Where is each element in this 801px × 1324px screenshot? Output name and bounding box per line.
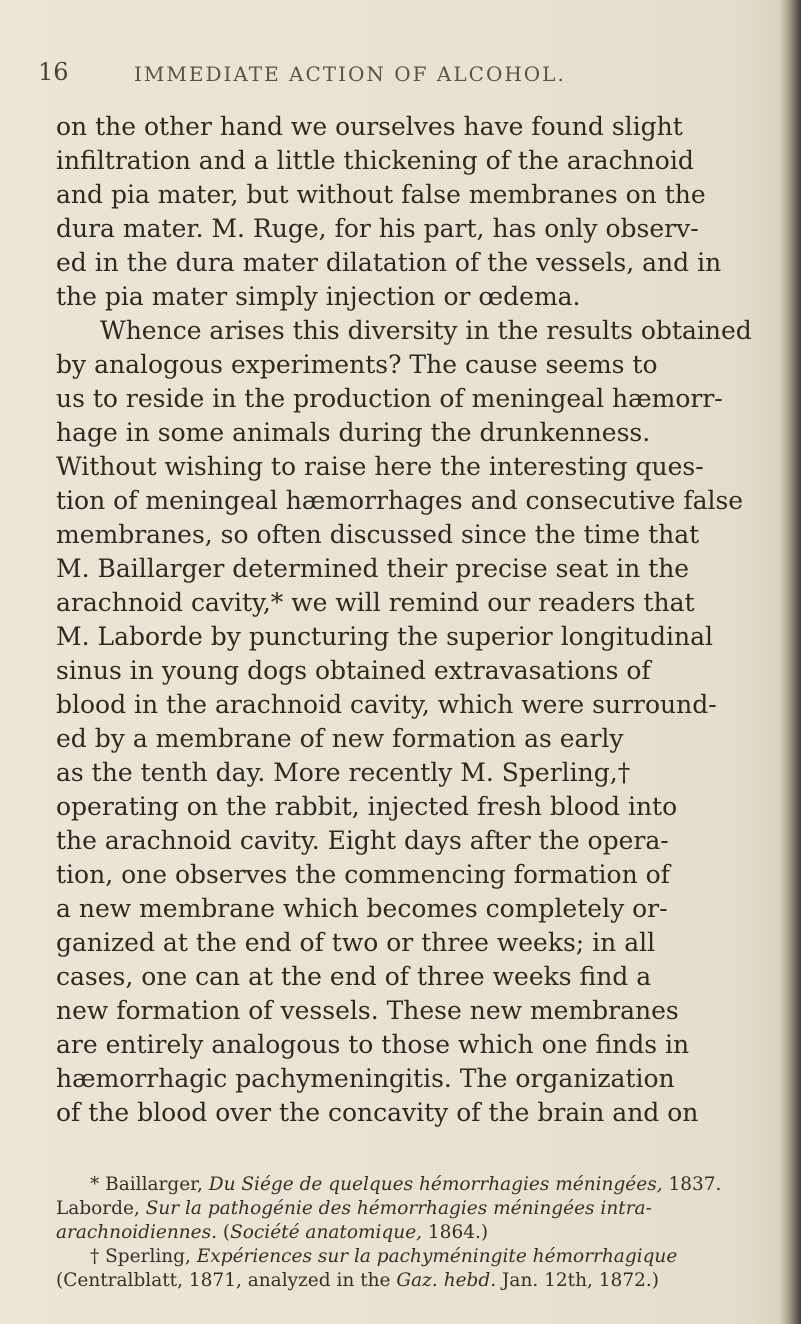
text-line: of the blood over the concavity of the brain and on xyxy=(56,1098,699,1127)
page-header xyxy=(38,58,738,88)
text-line: Without wishing to raise here the interesting ques- xyxy=(56,452,704,481)
text-line: arachnoid cavity,* we will remind our readers that xyxy=(56,588,695,617)
text-line: membranes, so often discussed since the time that xyxy=(56,520,700,549)
page-number: 16 xyxy=(38,58,69,86)
footnote-laborde-continued: arachnoidiennes. (Société anatomique, 1864.) xyxy=(56,1222,489,1243)
text-line: ed in the dura mater dilatation of the vessels, and in xyxy=(56,248,722,277)
footnote-sperling-continued: (Centralblatt, 1871, analyzed in the Gaz. hebd. Jan. 12th, 1872.) xyxy=(56,1270,659,1291)
text-line: the pia mater simply injection or œdema. xyxy=(56,282,581,311)
text-line: M. Baillarger determined their precise seat in the xyxy=(56,554,690,583)
text-line: sinus in young dogs obtained extravasations of xyxy=(56,656,651,685)
text-line: new formation of vessels. These new membranes xyxy=(56,996,679,1025)
text-line: as the tenth day. More recently M. Sperling,† xyxy=(56,758,631,787)
text-line: tion of meningeal hæmorrhages and consecutive false xyxy=(56,486,744,515)
page-edge-shadow xyxy=(779,0,801,1324)
text-line: infiltration and a little thickening of the arachnoid xyxy=(56,146,694,175)
text-line: ed by a membrane of new formation as early xyxy=(56,724,624,753)
body-text xyxy=(56,110,784,1130)
text-line: hæmorrhagic pachymeningitis. The organization xyxy=(56,1064,675,1093)
text-line: M. Laborde by puncturing the superior longitudinal xyxy=(56,622,713,651)
text-line: by analogous experiments? The cause seems to xyxy=(56,350,658,379)
text-line: and pia mater, but without false membranes on the xyxy=(56,180,706,209)
text-line: on the other hand we ourselves have found slight xyxy=(56,112,683,141)
text-line: operating on the rabbit, injected fresh blood into xyxy=(56,792,678,821)
paragraph-start-line: Whence arises this diversity in the results obtained xyxy=(100,316,752,345)
text-line: hage in some animals during the drunkenness. xyxy=(56,418,651,447)
footnote-sperling: † Sperling, Expériences sur la pachyméningite hémorrhagique xyxy=(90,1246,678,1267)
footnote-laborde: Laborde, Sur la pathogénie des hémorrhagies méningées intra- xyxy=(56,1198,652,1219)
running-head: IMMEDIATE ACTION OF ALCOHOL. xyxy=(134,62,566,86)
text-line: tion, one observes the commencing formation of xyxy=(56,860,670,889)
text-line: a new membrane which becomes completely or- xyxy=(56,894,668,923)
text-line: dura mater. M. Ruge, for his part, has only observ- xyxy=(56,214,699,243)
text-line: us to reside in the production of meningeal hæmorr- xyxy=(56,384,723,413)
text-line: blood in the arachnoid cavity, which were surround- xyxy=(56,690,717,719)
text-line: are entirely analogous to those which one finds in xyxy=(56,1030,690,1059)
footnote-baillarger: * Baillarger, Du Siége de quelques hémorrhagies méningées, 1837. xyxy=(90,1174,722,1195)
text-line: cases, one can at the end of three weeks find a xyxy=(56,962,652,991)
text-line: ganized at the end of two or three weeks; in all xyxy=(56,928,656,957)
text-line: the arachnoid cavity. Eight days after the opera- xyxy=(56,826,669,855)
footnotes xyxy=(56,1173,786,1293)
